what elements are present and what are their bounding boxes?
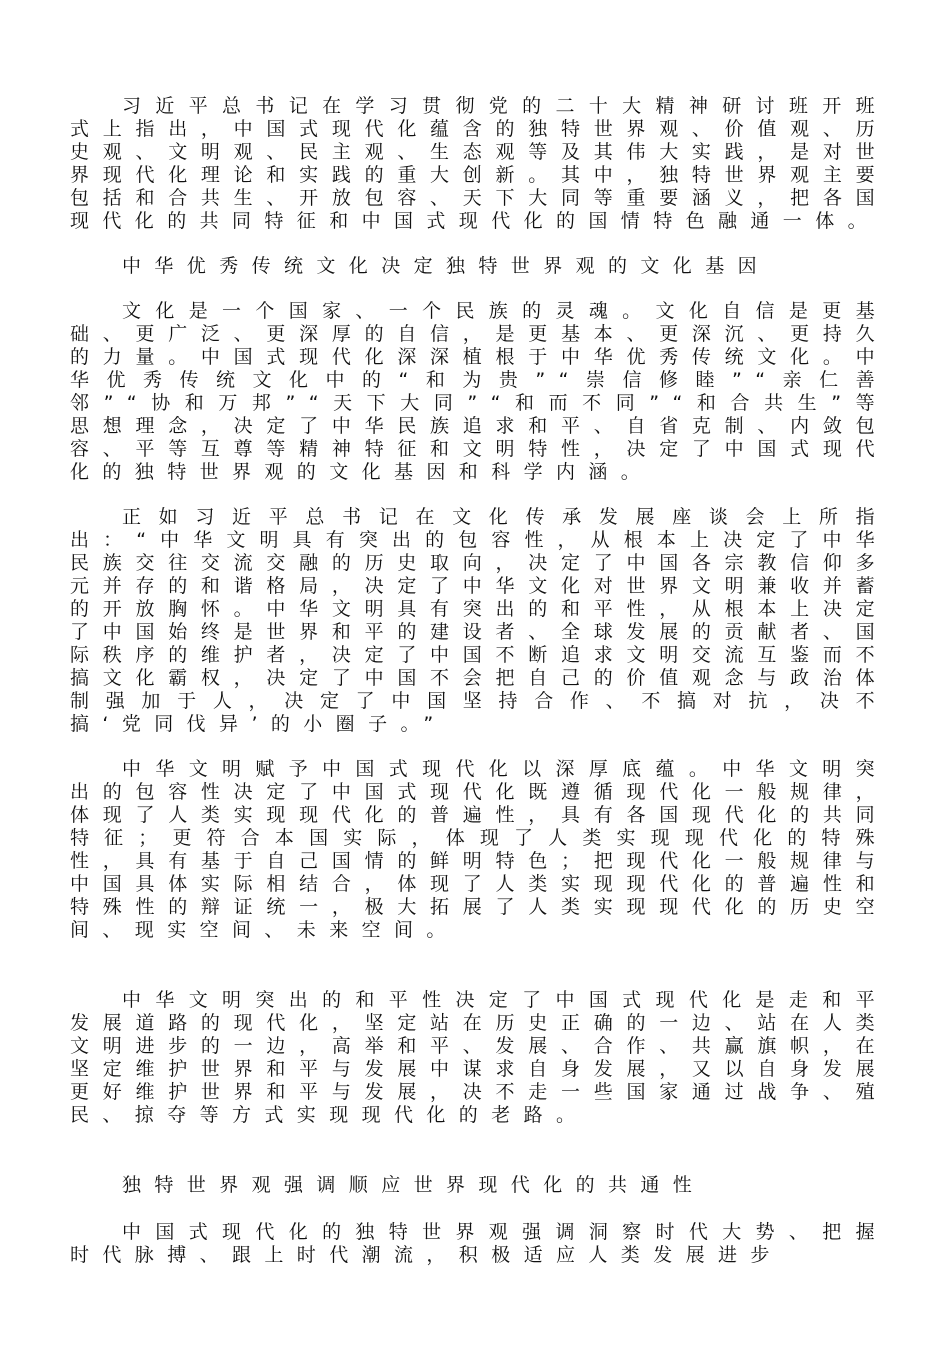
paragraph-intro: 习近平总书记在学习贯彻党的二十大精神研讨班开班式上指出，中国式现代化蕴含的独特世界观、价值观、历史观、文明观、民主观、生态观等及其伟大实践，是对世界现代化理论和实践的重大创新。其中，独特世界观主要包括和合共生、开放包容、天下大同等重要涵义，把各国现代化的共同特征和中国式现代化的国情特色融通一体。 (70, 95, 888, 232)
paragraph-culture: 文化是一个国家、一个民族的灵魂。文化自信是更基础、更广泛、更深厚的自信，是更基本、更深沉、更持久的力量。中国式现代化深深植根于中华优秀传统文化。中华优秀传统文化中的“和为贵”“崇信修睦”“亲仁善邻”“协和万邦”“天下大同”“和而不同”“和合共生”等思想理念，决定了中华民族追求和平、自省克制、内敛包容、平等互尊等精神特征和文明特性，决定了中国式现代化的独特世界观的文化基因和科学内涵。 (70, 300, 888, 483)
paragraph-world-view: 中国式现代化的独特世界观强调洞察时代大势、把握时代脉搏、跟上时代潮流，积极适应人类发展进步 (70, 1221, 888, 1266)
section-heading-commonality: 独特世界观强调顺应世界现代化的共通性 (122, 1174, 706, 1196)
paragraph-peace: 中华文明突出的和平性决定了中国式现代化是走和平发展道路的现代化，坚定站在历史正确的一边、站在人类文明进步的一边，高举和平、发展、合作、共赢旗帜，在坚定维护世界和平与发展中谋求自身发展，又以自身发展更好维护世界和平与发展，决不走一些国家通过战争、殖民、掠夺等方式实现现代化的老路。 (70, 989, 888, 1126)
section-heading-cultural-gene: 中华优秀传统文化决定独特世界观的文化基因 (122, 255, 771, 277)
paragraph-quote: 正如习近平总书记在文化传承发展座谈会上所指出：“中华文明具有突出的包容性，从根本上决定了中华民族交往交流交融的历史取向，决定了中国各宗教信仰多元并存的和谐格局，决定了中华文化对世界文明兼收并蓄的开放胸怀。中华文明具有突出的和平性，从根本上决定了中国始终是世界和平的建设者、全球发展的贡献者、国际秩序的维护者，决定了中国不断追求文明交流互鉴而不搞文化霸权，决定了中国不会把自己的价值观念与政治体制强加于人，决定了中国坚持合作、不搞对抗，决不搞‘党同伐异’的小圈子。” (70, 506, 888, 735)
paragraph-inclusiveness: 中华文明赋予中国式现代化以深厚底蕴。中华文明突出的包容性决定了中国式现代化既遵循现代化一般规律，体现了人类实现现代化的普遍性，具有各国现代化的共同特征；更符合本国实际，体现了人类实现现代化的特殊性，具有基于自己国情的鲜明特色；把现代化一般规律与中国具体实际相结合，体现了人类实现现代化的普遍性和特殊性的辩证统一，极大拓展了人类实现现代化的历史空间、现实空间、未来空间。 (70, 758, 888, 941)
document-page (70, 95, 888, 1267)
